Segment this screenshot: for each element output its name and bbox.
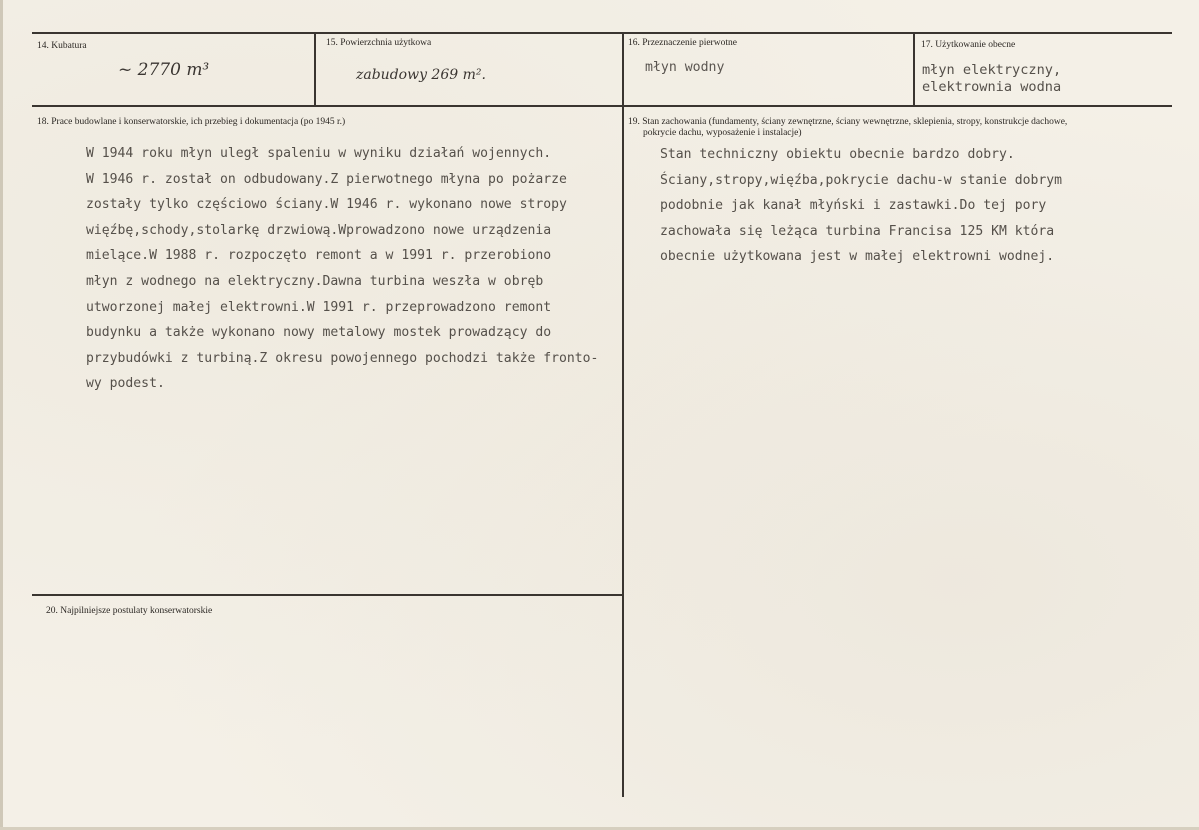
field-19-label-line2: pokrycie dachu, wyposażenie i instalacje) xyxy=(643,128,802,138)
field-18-line: utworzonej małej elektrowni.W 1991 r. przeprowadzono remont xyxy=(86,299,552,315)
field-16-label: 16. Przeznaczenie pierwotne xyxy=(628,38,737,48)
field-18-line: młyn z wodnego na elektryczny.Dawna turbina weszła w obręb xyxy=(86,273,544,289)
field-18-line: W 1946 r. został on odbudowany.Z pierwotnego młyna po pożarze xyxy=(86,171,567,187)
divider-16-17 xyxy=(913,32,915,107)
field-16-value: młyn wodny xyxy=(645,60,725,75)
field-18-text xyxy=(86,141,598,397)
field-18-line: budynku a także wykonano nowy metalowy mostek prowadzący do xyxy=(86,325,552,341)
field-19-text xyxy=(660,142,1062,270)
field-20-label: 20. Najpilniejsze postulaty konserwatorskie xyxy=(46,606,213,616)
section20-top-rule xyxy=(32,594,624,596)
field-18-line: więźbę,schody,stolarkę drzwiową.Wprowadzono nowe urządzenia xyxy=(86,222,552,238)
field-17-value-line: elektrownia wodna xyxy=(922,79,1062,95)
field-14-value: ~ 2770 m³ xyxy=(118,60,210,80)
field-14-label: 14. Kubatura xyxy=(37,41,87,51)
field-17-value xyxy=(922,62,1061,96)
divider-14-15 xyxy=(314,32,316,107)
field-18-line: W 1944 roku młyn uległ spaleniu w wyniku działań wojennych. xyxy=(86,146,552,161)
field-15-label: 15. Powierzchnia użytkowa xyxy=(326,38,432,48)
field-18-label: 18. Prace budowlane i konserwatorskie, ich przebieg i dokumentacja (po 1945 r.) xyxy=(37,117,346,127)
field-19-line: podobnie jak kanał młyński i zastawki.Do tej pory xyxy=(660,198,1047,214)
field-19-line: obecnie użytkowana jest w małej elektrowni wodnej. xyxy=(660,249,1055,265)
field-19-line: zachowała się leżąca turbina Francisa 125 KM która xyxy=(660,223,1055,239)
field-17-value-line: młyn elektryczny, xyxy=(922,62,1062,78)
top-rule xyxy=(32,32,1172,34)
field-19-line: Stan techniczny obiektu obecnie bardzo dobry. xyxy=(660,147,1015,162)
field-17-label: 17. Użytkowanie obecne xyxy=(921,40,1016,50)
field-15-value: zabudowy 269 m². xyxy=(356,67,486,83)
field-18-line: mielące.W 1988 r. rozpoczęto remont a w 1991 r. przerobiono xyxy=(86,248,552,264)
row1-bottom-rule xyxy=(32,105,1172,107)
field-18-line: przybudówki z turbiną.Z okresu powojennego pochodzi także fronto- xyxy=(86,350,599,366)
field-19-label-line1: 19. Stan zachowania (fundamenty, ściany zewnętrzne, ściany wewnętrzne, sklepienia, stropy, konstrukcje dachowe, xyxy=(628,117,1068,127)
field-18-line: zostały tylko częściowo ściany.W 1946 r. wykonano nowe stropy xyxy=(86,197,567,213)
field-19-line: Ściany,stropy,więźba,pokrycie dachu-w stanie dobrym xyxy=(660,172,1063,188)
field-18-line: wy podest. xyxy=(86,376,165,392)
divider-main xyxy=(622,32,624,797)
card-edge-left xyxy=(0,0,3,830)
